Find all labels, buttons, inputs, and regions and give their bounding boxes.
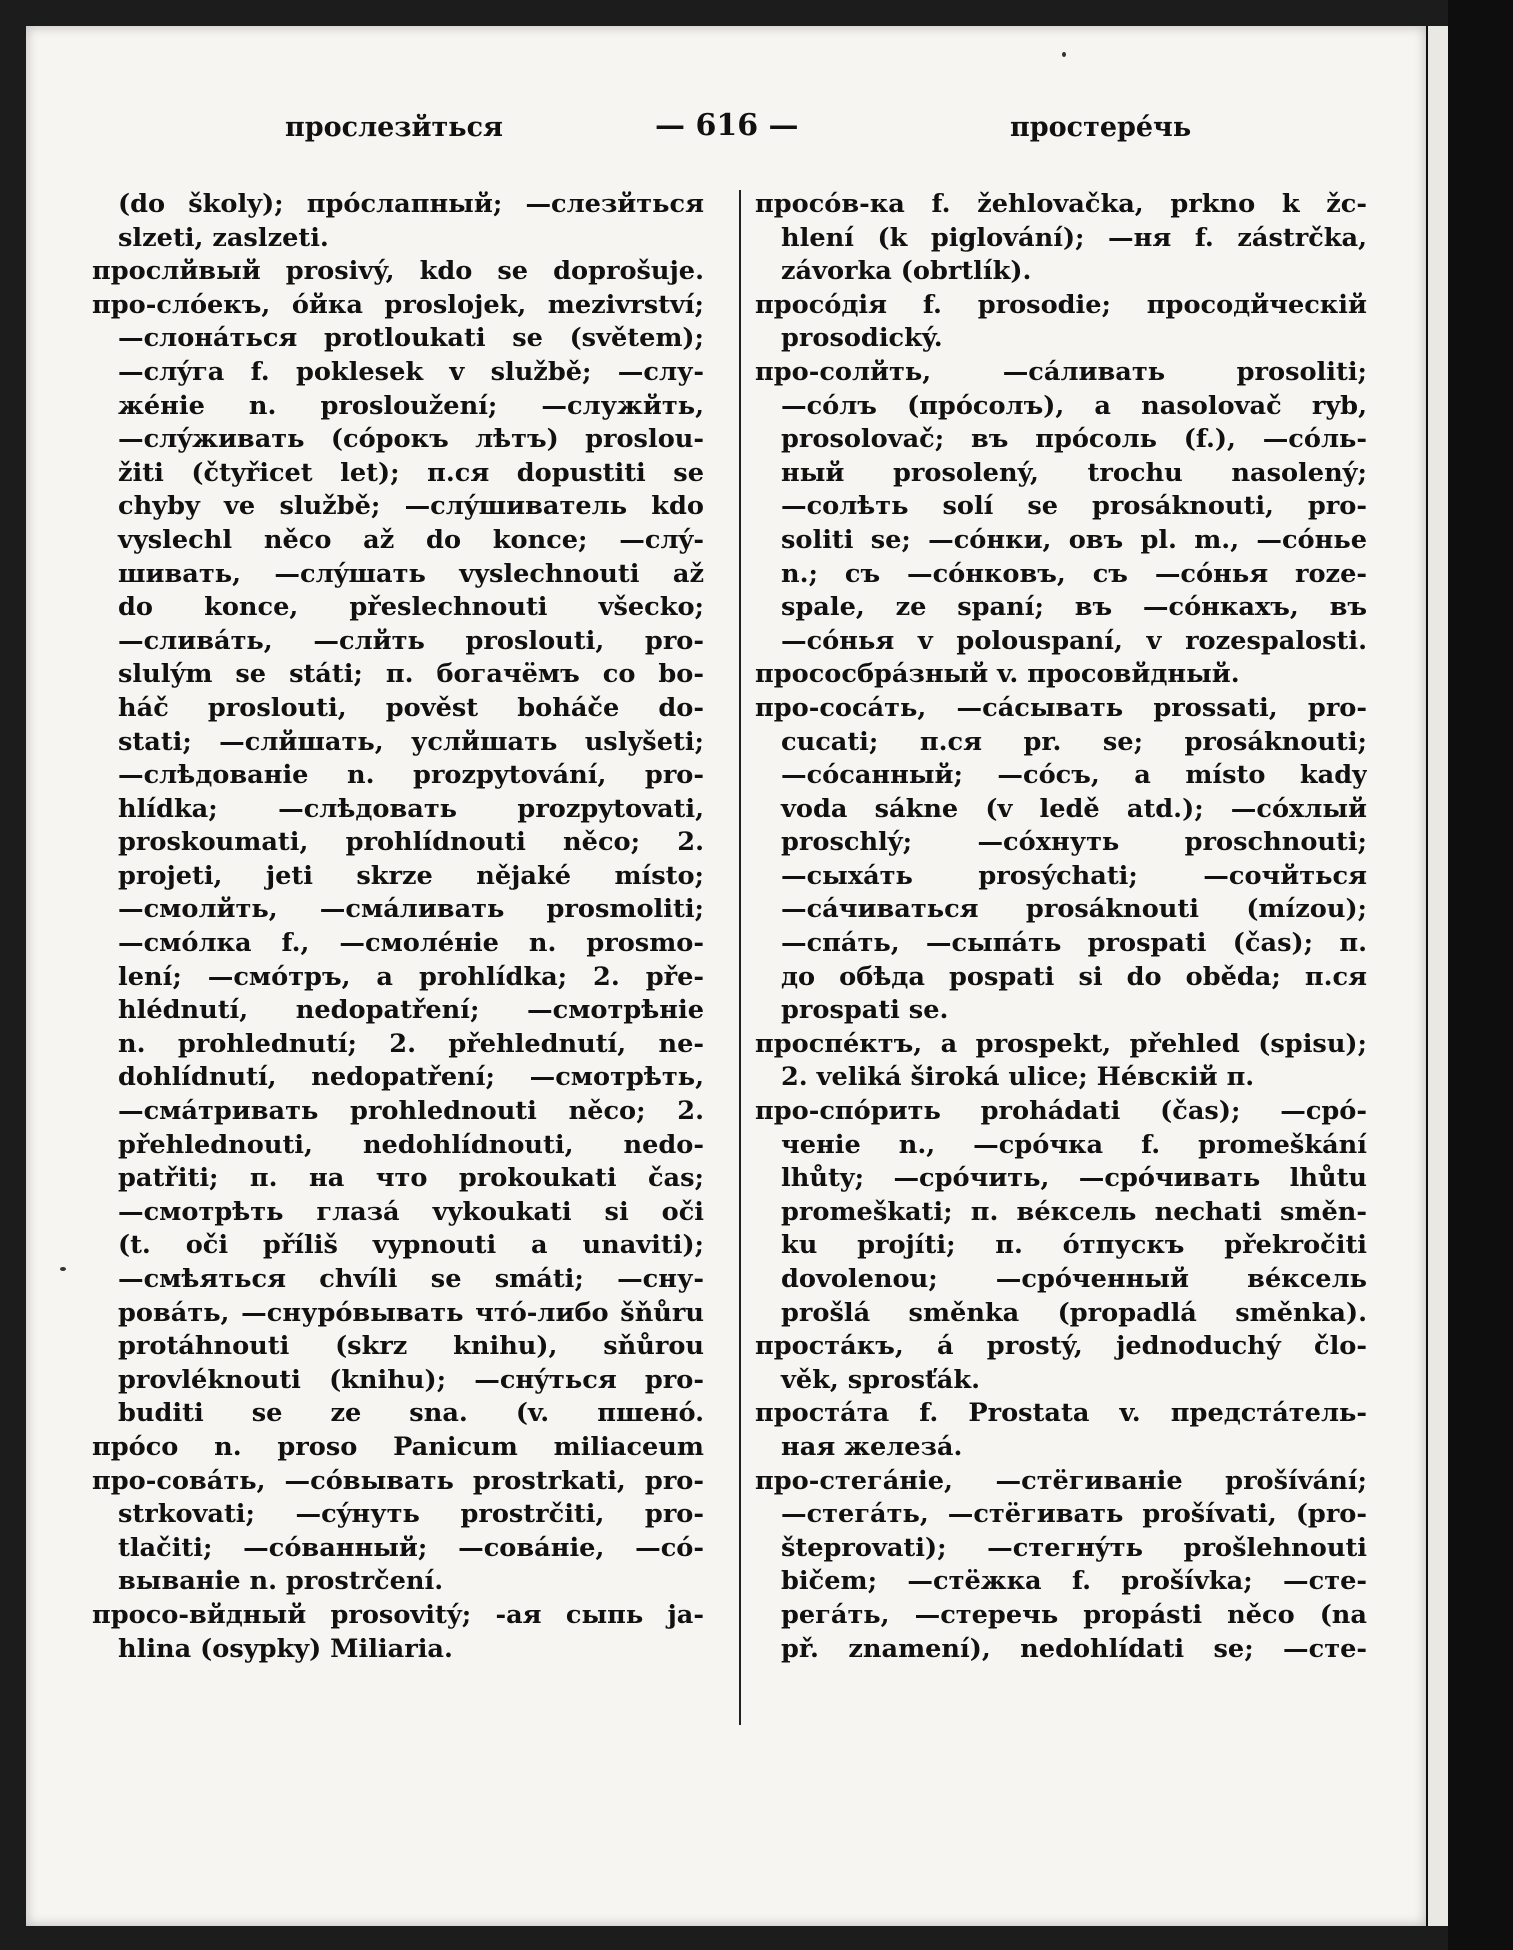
right-column xyxy=(755,188,1367,1666)
dictionary-line: просóдія f. prosodie; просодйческій xyxy=(755,289,1367,320)
dictionary-line: —сáчиваться prosáknouti (mízou); xyxy=(781,894,1367,925)
dictionary-line: prosolovač; въ прóсоль (f.), —сóль- xyxy=(781,424,1367,455)
dictionary-line: voda sákne (v ledě atd.); —сóхлый xyxy=(781,793,1367,824)
dictionary-line: soliti se; —сóнки, овъ pl. m., —сóнье xyxy=(781,524,1367,555)
dictionary-line: —сóнья v polouspaní, v rozespalosti. xyxy=(781,625,1367,656)
dictionary-line: —стегáть, —стёгивать prošívati, (pro- xyxy=(781,1499,1367,1530)
dictionary-line: lení; —смóтръ, a prohlídka; 2. pře- xyxy=(118,961,704,992)
dictionary-line: просóв-ка f. žehlovačka, prkno k žc- xyxy=(755,189,1367,219)
dictionary-line: —смотрѣть глазá vykoukati si oči xyxy=(118,1196,704,1227)
dictionary-line: provléknouti (knihu); —снýться pro- xyxy=(118,1364,704,1395)
dictionary-line: ченіе n., —срóчка f. promeškání xyxy=(781,1129,1367,1160)
dictionary-line: žiti (čtyřicet let); п.ся dopustiti se xyxy=(118,457,704,488)
dictionary-line: ku projíti; п. óтпускъ překročiti xyxy=(781,1230,1367,1261)
dictionary-line: прóсо n. proso Panicum miliaceum xyxy=(92,1431,704,1462)
page-edge xyxy=(1426,26,1450,1926)
dictionary-line: stati; —слйшать, услйшать uslyšeti; xyxy=(118,726,704,757)
dictionary-line: —солѣть solí se prosáknouti, pro- xyxy=(781,491,1367,522)
dictionary-line: —сóсанный; —сóсъ, a místo kady xyxy=(781,760,1367,791)
dictionary-line: buditi se ze sna. (v. пшенó. xyxy=(118,1398,704,1429)
dictionary-line: —сыхáть prosýchati; —сочйться xyxy=(781,860,1367,891)
dictionary-line: вываніе n. prostrčení. xyxy=(118,1566,444,1597)
dictionary-line: прососбрáзный v. просовйдный. xyxy=(755,659,1240,690)
page-number: — 616 — xyxy=(655,108,799,143)
dictionary-line: —смолйть, —смáливать prosmoliti; xyxy=(118,894,704,925)
dictionary-line: —сливáть, —слйть proslouti, pro- xyxy=(118,625,704,656)
dictionary-line: strkovati; —сýнуть prostrčiti, pro- xyxy=(118,1499,704,1530)
dictionary-line: tlačiti; —сóванный; —совáніе, —сó- xyxy=(118,1532,704,1563)
dictionary-line: bičem; —стёжка f. prošívka; —сте- xyxy=(781,1566,1367,1597)
dictionary-line: —смѣяться chvíli se smáti; —сну- xyxy=(118,1264,704,1294)
dictionary-line: projeti, jeti skrze nějaké místo; xyxy=(118,860,704,891)
header-right-word: простерéчь xyxy=(1010,112,1192,143)
dictionary-line: ная железá. xyxy=(781,1431,963,1462)
dictionary-line: chyby ve službě; —слýшиватель kdo xyxy=(118,491,704,522)
dictionary-line: do konce, přeslechnouti všecko; xyxy=(118,592,704,623)
dictionary-line: —слонáться protloukati se (světem); xyxy=(118,323,704,354)
dictionary-line: prospati se. xyxy=(781,995,949,1026)
dictionary-line: (t. oči příliš vypnouti a unaviti); xyxy=(118,1230,704,1261)
dictionary-line: ный prosolený, trochu nasolený; xyxy=(781,457,1367,488)
dictionary-line: šteprovati); —стегнýть prošlehnouti xyxy=(781,1532,1367,1563)
dictionary-line: —смóлка f., —смолéніе n. prosmo- xyxy=(118,928,704,959)
dictionary-line: —смáтривать prohlednouti něco; 2. xyxy=(118,1096,704,1127)
dictionary-line: hlédnutí, nedopatření; —смотрѣніе xyxy=(118,995,704,1026)
scan-speck xyxy=(60,1267,66,1271)
dictionary-line: př. znamení), nedohlídati se; —сте- xyxy=(781,1633,1367,1664)
dictionary-line: slulým se státi; п. богачёмъ co bo- xyxy=(118,659,704,690)
dictionary-line: простáта f. Prostata v. предстáтель- xyxy=(755,1398,1367,1429)
dictionary-line: —слýживать (сóрокъ лѣтъ) proslou- xyxy=(118,424,704,455)
dictionary-line: про-совáть, —сóвывать prostrkati, pro- xyxy=(92,1465,704,1496)
dictionary-line: dohlídnutí, nedopatření; —смотрѣть, xyxy=(118,1062,704,1093)
dictionary-line: шивать, —слýшать vyslechnouti až xyxy=(118,558,704,589)
dictionary-line: —слýга f. poklesek v službě; —слу- xyxy=(118,356,704,387)
dictionary-line: vyslechl něco až do konce; —слý- xyxy=(118,524,704,555)
dictionary-line: hlina (osypky) Miliaria. xyxy=(118,1633,453,1664)
dictionary-line: prosodický. xyxy=(781,323,943,354)
dictionary-line: proskoumati, prohlídnouti něco; 2. xyxy=(118,827,704,858)
dictionary-line: proschlý; —сóхнуть proschnouti; xyxy=(781,827,1367,858)
scan-dark-strip xyxy=(1448,0,1513,1950)
dictionary-line: 2. veliká široká ulice; Нéвскій п. xyxy=(781,1062,1255,1093)
dictionary-line: про-солйть, —сáливать prosoliti; xyxy=(755,356,1367,387)
dictionary-line: spale, ze spaní; въ —сóнкахъ, въ xyxy=(781,592,1367,623)
header-left-word: прослезйться xyxy=(285,112,504,143)
dictionary-line: slzeti, zaslzeti. xyxy=(118,222,329,253)
dictionary-line: регáть, —стеречь propásti něco (na xyxy=(781,1599,1367,1630)
dictionary-line: hlídka; —слѣдовать prozpytovati, xyxy=(118,793,704,824)
dictionary-line: —спáть, —сыпáть prospati (čas); п. xyxy=(781,928,1367,959)
dictionary-line: про-стегáніе, —стёгиваніе prošívání; xyxy=(755,1465,1367,1496)
dictionary-line: lhůty; —срóчить, —срóчивать lhůtu xyxy=(781,1163,1367,1194)
dictionary-line: проcлйвый prosivý, kdo se doprošuje. xyxy=(92,256,704,287)
dictionary-line: závorka (obrtlík). xyxy=(781,256,1032,287)
dictionary-line: patřiti; п. на что prokoukati čas; xyxy=(118,1163,704,1194)
running-header xyxy=(110,108,1350,148)
dictionary-line: promeškati; п. вéксель nechati směn- xyxy=(781,1196,1367,1227)
dictionary-line: dovolenou; —срóченный вéксель xyxy=(781,1264,1367,1294)
dictionary-line: cucati; п.ся pr. se; prosáknouti; xyxy=(781,726,1367,757)
dictionary-line: до обѣда pospati si do oběda; п.ся xyxy=(781,961,1367,992)
dictionary-line: жéніе n. prosloužení; —служйть, xyxy=(118,390,704,421)
column-divider xyxy=(739,190,741,1725)
dictionary-line: просо-вйдный prosovitý; -ая сыпь ja- xyxy=(92,1599,704,1630)
scan-speck xyxy=(1062,52,1066,57)
dictionary-line: hlení (k piglování); —ня f. zástrčka, xyxy=(781,222,1367,253)
dictionary-line: věk, sprosťák. xyxy=(781,1364,981,1395)
dictionary-line: n. prohlednutí; 2. přehlednutí, ne- xyxy=(118,1028,704,1059)
dictionary-line: про-слóекъ, óйка proslojek, mezivrství; xyxy=(92,289,704,320)
dictionary-line: protáhnouti (skrz knihu), sňůrou xyxy=(118,1331,704,1362)
dictionary-line: přehlednouti, nedohlídnouti, nedo- xyxy=(118,1129,704,1160)
dictionary-line: проспéктъ, a prospekt, přehled (spisu); xyxy=(755,1028,1367,1059)
left-column xyxy=(92,188,704,1666)
dictionary-line: —сóлъ (прóсолъ), a nasolovač ryb, xyxy=(781,390,1367,421)
dictionary-line: ровáть, —снурóвывать чтó-либо šňůru xyxy=(118,1297,704,1328)
dictionary-line: prošlá směnka (propadlá směnka). xyxy=(781,1297,1367,1328)
dictionary-line: n.; съ —сóнковъ, съ —сóнья roze- xyxy=(781,558,1367,589)
dictionary-line: простáкъ, á prostý, jednoduchý člo- xyxy=(755,1331,1367,1362)
dictionary-line: про-спóрить prohádati (čas); —срó- xyxy=(755,1096,1367,1127)
dictionary-line: про-сосáть, —сáсывать prossati, pro- xyxy=(755,692,1367,723)
dictionary-line: (do školy); прóслапный; —слезйться xyxy=(118,189,704,219)
dictionary-line: —слѣдованіе n. prozpytování, pro- xyxy=(118,760,704,791)
dictionary-line: háč proslouti, pověst boháče do- xyxy=(118,692,704,723)
